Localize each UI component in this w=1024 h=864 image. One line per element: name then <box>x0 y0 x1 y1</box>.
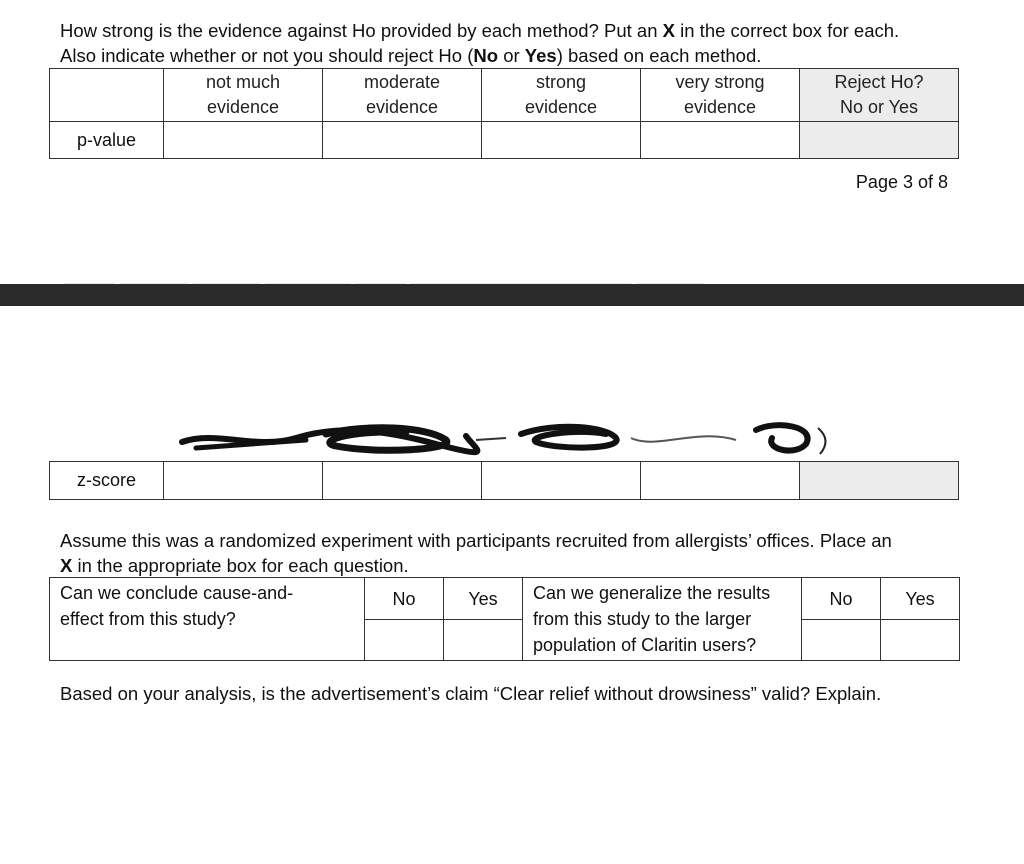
p-value-label: p-value <box>50 122 164 159</box>
z-score-table <box>49 461 959 500</box>
z-score-not-much-box[interactable] <box>164 462 323 500</box>
study-questions-header-row <box>50 578 960 620</box>
evidence-header-row <box>50 69 959 122</box>
p-value-strong-box[interactable] <box>482 122 641 159</box>
p-value-not-much-box[interactable] <box>164 122 323 159</box>
z-score-moderate-box[interactable] <box>323 462 482 500</box>
z-score-reject-box[interactable] <box>800 462 959 500</box>
generalize-yes-label: Yes <box>881 578 960 620</box>
header-reject-ho: Reject Ho? No or Yes <box>800 69 959 122</box>
cause-effect-no-box[interactable] <box>365 620 444 661</box>
generalize-yes-box[interactable] <box>881 620 960 661</box>
evidence-table <box>49 68 959 159</box>
z-score-row <box>50 462 959 500</box>
z-score-very-strong-box[interactable] <box>641 462 800 500</box>
redaction-scribble <box>176 420 836 460</box>
header-moderate-evidence: moderate evidence <box>323 69 482 122</box>
header-not-much-evidence: not much evidence <box>164 69 323 122</box>
cause-effect-yes-box[interactable] <box>444 620 523 661</box>
z-score-label: z-score <box>50 462 164 500</box>
experiment-instruction-line-1: Assume this was a randomized experiment with participants recruited from allergists’ offices. Place an <box>60 530 892 551</box>
instruction-line-2: Also indicate whether or not you should reject Ho (No or Yes) based on each method. <box>60 45 762 66</box>
cause-effect-question: Can we conclude cause-and- effect from this study? <box>50 578 365 661</box>
instruction-line-1: How strong is the evidence against Ho provided by each method? Put an X in the correct box for each. <box>60 20 900 41</box>
generalize-no-box[interactable] <box>802 620 881 661</box>
header-very-strong-evidence: very strong evidence <box>641 69 800 122</box>
cause-effect-yes-label: Yes <box>444 578 523 620</box>
generalize-no-label: No <box>802 578 881 620</box>
p-value-moderate-box[interactable] <box>323 122 482 159</box>
page-number: Page 3 of 8 <box>855 172 948 192</box>
p-value-reject-box[interactable] <box>800 122 959 159</box>
page-divider-band <box>0 284 1024 306</box>
header-empty-cell <box>50 69 164 122</box>
p-value-very-strong-box[interactable] <box>641 122 800 159</box>
generalize-question: Can we generalize the results from this study to the larger population of Claritin users? <box>523 578 802 661</box>
p-value-row <box>50 122 959 159</box>
header-strong-evidence: strong evidence <box>482 69 641 122</box>
claim-validity-question: Based on your analysis, is the advertisement’s claim “Clear relief without drowsiness” valid? Explain. <box>60 683 882 704</box>
z-score-strong-box[interactable] <box>482 462 641 500</box>
experiment-instruction-line-2: X in the appropriate box for each question. <box>60 555 409 576</box>
cause-effect-no-label: No <box>365 578 444 620</box>
study-questions-table <box>49 577 960 661</box>
